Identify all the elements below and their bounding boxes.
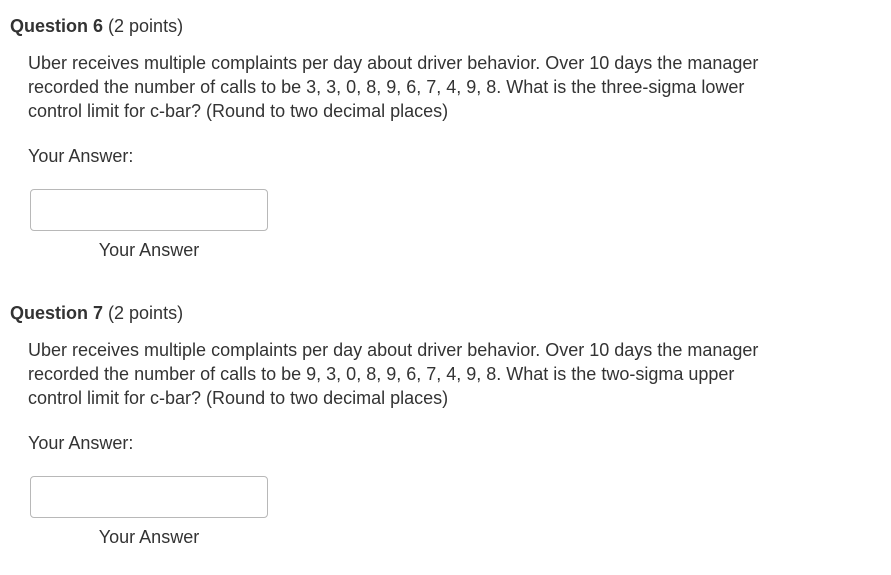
- question-points: (2 points): [108, 16, 184, 36]
- answer-input-caption: Your Answer: [98, 527, 200, 547]
- answer-label: Your Answer:: [28, 433, 134, 453]
- answer-input[interactable]: [30, 189, 268, 231]
- question-points: (2 points): [108, 303, 184, 323]
- answer-label: Your Answer:: [28, 146, 134, 166]
- question-text: Uber receives multiple complaints per day about driver behavior. Over 10 days the manager recorded the number of calls to be 3, 3, 0, 8, 9, 6, 7, 4, 9, 8. What is the three-sigma lower control limit for c-bar? (Round to two decimal places): [28, 53, 759, 121]
- answer-input-caption: Your Answer: [98, 240, 200, 260]
- question-title: Question 7: [10, 303, 104, 323]
- question-text: Uber receives multiple complaints per day about driver behavior. Over 10 days the manager recorded the number of calls to be 9, 3, 0, 8, 9, 6, 7, 4, 9, 8. What is the two-sigma upper control limit for c-bar? (Round to two decimal places): [28, 340, 759, 408]
- question-title: Question 6: [10, 16, 104, 36]
- answer-input[interactable]: [30, 476, 268, 518]
- question-heading: [10, 14, 183, 38]
- question-heading: [10, 301, 183, 325]
